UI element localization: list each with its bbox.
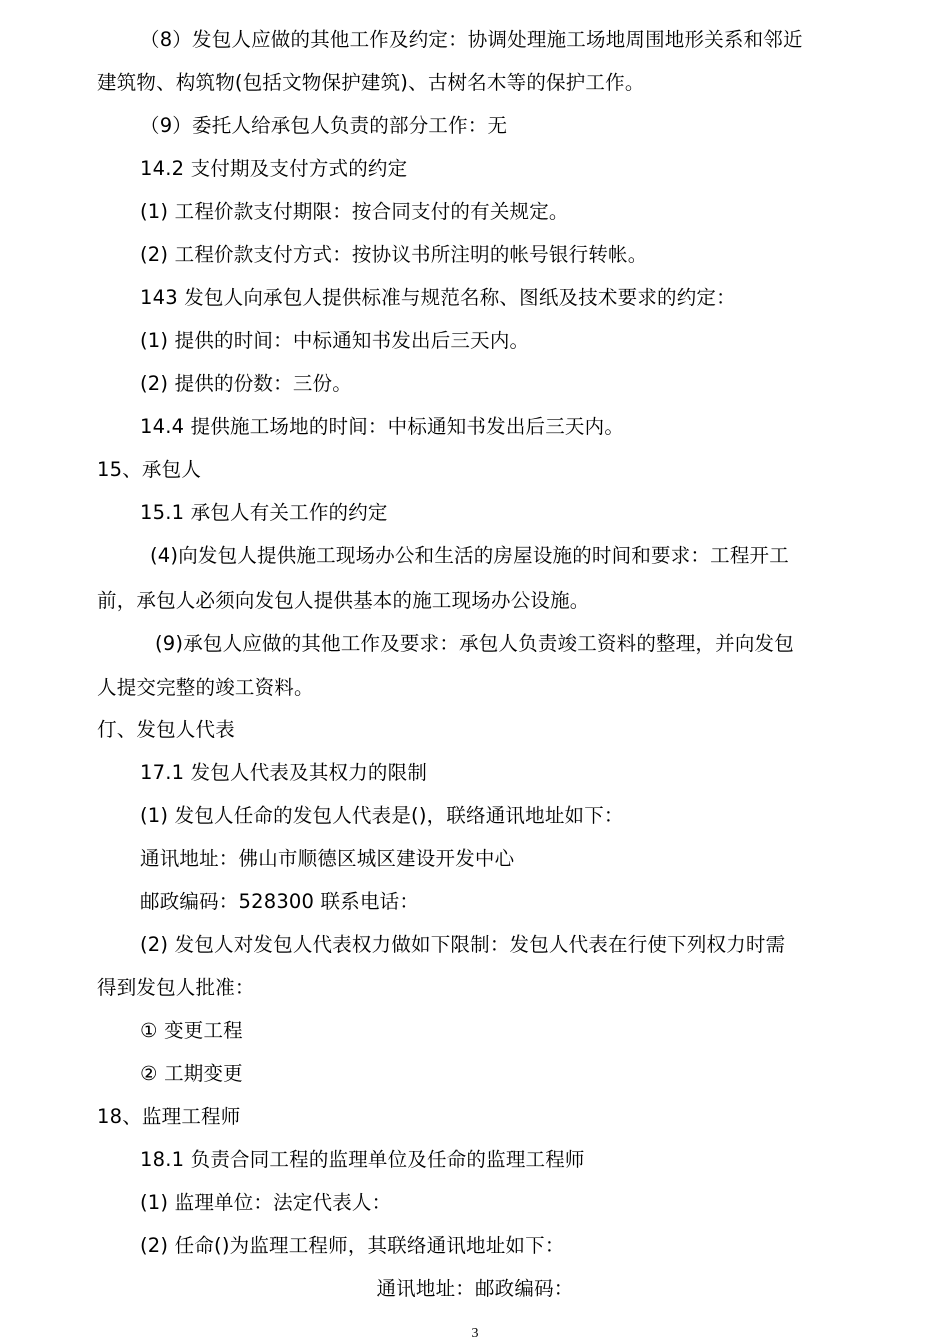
provide-copies-item: (2) 提供的份数：三份。 [140, 372, 352, 395]
item-4-continued: 前，承包人必须向发包人提供基本的施工现场办公设施。 [97, 589, 590, 612]
approval-item-2: ② 工期变更 [140, 1062, 243, 1085]
approval-item-1: ① 变更工程 [140, 1019, 243, 1042]
representative-item: (1) 发包人任命的发包人代表是()，联络通讯地址如下： [140, 804, 624, 827]
restriction-continued: 得到发包人批准： [97, 976, 255, 999]
payment-period-item: (1) 工程价款支付期限：按合同支付的有关规定。 [140, 200, 569, 223]
item-9-continued: 人提交完整的竣工资料。 [97, 676, 314, 699]
supervisor-address-line: 通讯地址：邮政编码： [376, 1277, 574, 1300]
item-9-text: (9)承包人应做的其他工作及要求：承包人负责竣工资料的整理，并向发包 [155, 632, 794, 655]
provide-time-item: (1) 提供的时间：中标通知书发出后三天内。 [140, 329, 530, 352]
section-17-heading: 仃、发包人代表 [97, 718, 235, 741]
supervisor-appoint-item: (2) 任命()为监理工程师，其联络通讯地址如下： [140, 1234, 565, 1257]
section-18-1-heading: 18.1 负责合同工程的监理单位及任命的监理工程师 [140, 1148, 585, 1171]
section-17-1-heading: 17.1 发包人代表及其权力的限制 [140, 761, 428, 784]
section-14-4-text: 14.4 提供施工场地的时间：中标通知书发出后三天内。 [140, 415, 625, 438]
section-15-heading: 15、承包人 [97, 458, 202, 481]
section-14-2-heading: 14.2 支付期及支付方式的约定 [140, 157, 408, 180]
postal-code-line: 邮政编码：528300 联系电话： [140, 890, 420, 913]
section-18-heading: 18、监理工程师 [97, 1105, 241, 1128]
address-line: 通讯地址：佛山市顺德区城区建设开发中心 [140, 847, 515, 870]
payment-method-item: (2) 工程价款支付方式：按协议书所注明的帐号银行转帐。 [140, 243, 648, 266]
restriction-item: (2) 发包人对发包人代表权力做如下限制：发包人代表在行使下列权力时需 [140, 933, 786, 956]
section-15-1-heading: 15.1 承包人有关工作的约定 [140, 501, 388, 524]
clause-8-continued: 建筑物、构筑物(包括文物保护建筑)、古树名木等的保护工作。 [97, 71, 645, 94]
page-number: 3 [471, 1326, 479, 1341]
section-14-3-heading: 143 发包人向承包人提供标准与规范名称、图纸及技术要求的约定： [140, 286, 736, 309]
item-4-text: (4)向发包人提供施工现场办公和生活的房屋设施的时间和要求：工程开工 [150, 544, 789, 567]
clause-8-text: （8）发包人应做的其他工作及约定：协调处理施工场地周围地形关系和邻近 [140, 28, 803, 51]
clause-9-text: （9）委托人给承包人负责的部分工作：无 [140, 114, 508, 137]
supervisor-unit-item: (1) 监理单位：法定代表人： [140, 1191, 392, 1214]
